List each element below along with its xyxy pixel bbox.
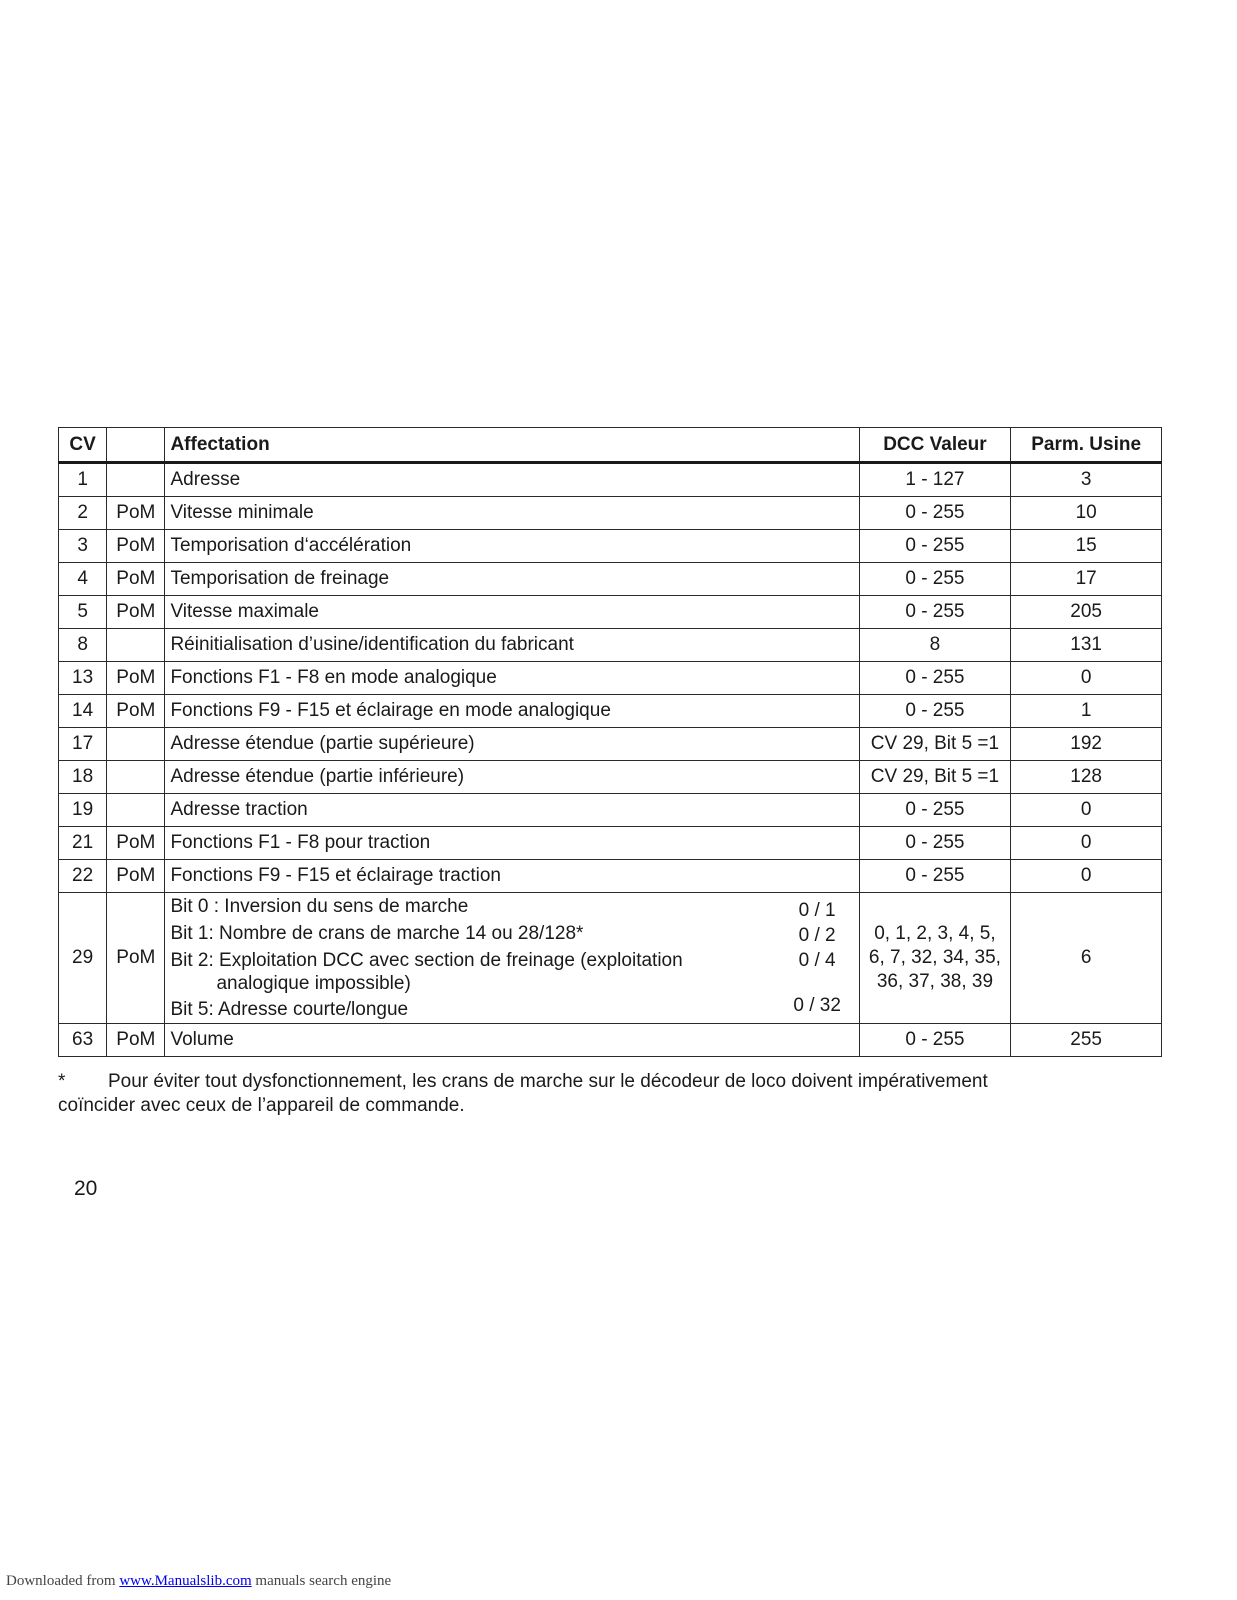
table-row (59, 827, 1162, 860)
cv63-cv: 63 (59, 1024, 107, 1057)
cv29-bit2-continuation: analogique impossible) (216, 973, 411, 994)
cell-dcc-valeur: CV 29, Bit 5 =1 (859, 761, 1011, 794)
cell-pom: PoM (107, 860, 165, 893)
cell-dcc-valeur: 1 - 127 (859, 463, 1011, 497)
cell-dcc-valeur: 0 - 255 (859, 695, 1011, 728)
cell-cv: 14 (59, 695, 107, 728)
cell-pom (107, 794, 165, 827)
cell-cv: 21 (59, 827, 107, 860)
footer-prefix: Downloaded from (6, 1573, 120, 1589)
manualslib-link[interactable]: www.Manualslib.com (119, 1573, 252, 1589)
footer-suffix: manuals search engine (251, 1573, 392, 1589)
cell-dcc-valeur: CV 29, Bit 5 =1 (859, 728, 1011, 761)
cv29-bit5-value: 0 / 32 (793, 995, 841, 1016)
cv29-bit5-label: Bit 5: Adresse courte/longue (170, 999, 409, 1020)
cell-pom (107, 629, 165, 662)
cell-affectation: Fonctions F9 - F15 et éclairage en mode analogique (165, 695, 859, 728)
cell-parm-usine: 0 (1011, 827, 1162, 860)
cell-dcc-valeur: 0 - 255 (859, 860, 1011, 893)
cell-pom: PoM (107, 827, 165, 860)
cv63-parm-usine: 255 (1011, 1024, 1162, 1057)
header-affectation: Affectation (165, 428, 859, 463)
cell-dcc-valeur: 0 - 255 (859, 530, 1011, 563)
table-row-cv29 (59, 893, 1162, 1024)
cell-parm-usine: 0 (1011, 662, 1162, 695)
table-row (59, 463, 1162, 497)
cell-pom: PoM (107, 563, 165, 596)
cell-pom (107, 463, 165, 497)
cell-pom (107, 728, 165, 761)
cell-cv: 17 (59, 728, 107, 761)
footnote-marker: * (58, 1071, 66, 1092)
page-number: 20 (74, 1177, 98, 1200)
table-header-row (59, 428, 1162, 463)
cell-affectation: Vitesse minimale (165, 497, 859, 530)
cell-cv: 19 (59, 794, 107, 827)
table-row (59, 761, 1162, 794)
cell-affectation: Fonctions F9 - F15 et éclairage traction (165, 860, 859, 893)
table-row-cv63 (59, 1024, 1162, 1057)
cell-affectation: Réinitialisation d’usine/identification du fabricant (165, 629, 859, 662)
cell-affectation: Adresse étendue (partie supérieure) (165, 728, 859, 761)
cell-cv: 18 (59, 761, 107, 794)
table-row (59, 662, 1162, 695)
footnote-text: Pour éviter tout dysfonctionnement, les crans de marche sur le décodeur de loco doivent impérativement coïncider avec ceux de l’appareil de commande. (58, 1071, 988, 1116)
cell-parm-usine: 10 (1011, 497, 1162, 530)
cell-cv: 1 (59, 463, 107, 497)
cell-dcc-valeur: 8 (859, 629, 1011, 662)
cell-dcc-valeur: 0 - 255 (859, 662, 1011, 695)
cv29-bit1-value: 0 / 2 (798, 925, 836, 946)
header-parm-usine: Parm. Usine (1011, 428, 1162, 463)
table-row (59, 563, 1162, 596)
cell-affectation: Adresse traction (165, 794, 859, 827)
table-row (59, 629, 1162, 662)
cell-dcc-valeur: 0 - 255 (859, 794, 1011, 827)
cell-pom: PoM (107, 530, 165, 563)
cell-pom (107, 761, 165, 794)
cv63-dcc-valeur: 0 - 255 (859, 1024, 1011, 1057)
cv29-bits (165, 893, 776, 1024)
cell-parm-usine: 17 (1011, 563, 1162, 596)
cell-cv: 3 (59, 530, 107, 563)
cell-affectation: Fonctions F1 - F8 pour traction (165, 827, 859, 860)
cell-parm-usine: 15 (1011, 530, 1162, 563)
table-row (59, 794, 1162, 827)
table-row (59, 860, 1162, 893)
cv29-cv: 29 (59, 893, 107, 1024)
header-dcc-valeur: DCC Valeur (859, 428, 1011, 463)
cell-parm-usine: 0 (1011, 860, 1162, 893)
cell-affectation: Adresse étendue (partie inférieure) (165, 761, 859, 794)
cell-affectation: Adresse (165, 463, 859, 497)
cell-parm-usine: 128 (1011, 761, 1162, 794)
cv-table (58, 427, 1162, 1057)
cell-affectation: Fonctions F1 - F8 en mode analogique (165, 662, 859, 695)
cv29-bit2-value: 0 / 4 (798, 950, 836, 971)
cell-affectation: Temporisation d‘accélération (165, 530, 859, 563)
table-row (59, 530, 1162, 563)
cell-pom: PoM (107, 596, 165, 629)
cell-cv: 22 (59, 860, 107, 893)
cell-parm-usine: 3 (1011, 463, 1162, 497)
cell-cv: 2 (59, 497, 107, 530)
table-row (59, 497, 1162, 530)
cell-dcc-valeur: 0 - 255 (859, 563, 1011, 596)
table-row (59, 596, 1162, 629)
table-row (59, 728, 1162, 761)
cv29-bit0-label: Bit 0 : Inversion du sens de marche (170, 896, 469, 917)
cv29-bit-values (776, 893, 859, 1024)
cell-parm-usine: 0 (1011, 794, 1162, 827)
cell-parm-usine: 131 (1011, 629, 1162, 662)
cell-parm-usine: 192 (1011, 728, 1162, 761)
cell-parm-usine: 205 (1011, 596, 1162, 629)
cv29-pom: PoM (107, 893, 165, 1024)
cell-dcc-valeur: 0 - 255 (859, 497, 1011, 530)
header-pom (107, 428, 165, 463)
cell-pom: PoM (107, 662, 165, 695)
cell-pom: PoM (107, 497, 165, 530)
cv29-dcc-valeur: 0, 1, 2, 3, 4, 5, 6, 7, 32, 34, 35, 36, 37, 38, 39 (859, 893, 1011, 1024)
cv63-affectation: Volume (165, 1024, 859, 1057)
table-row (59, 695, 1162, 728)
cell-dcc-valeur: 0 - 255 (859, 827, 1011, 860)
cv63-pom: PoM (107, 1024, 165, 1057)
cell-cv: 8 (59, 629, 107, 662)
download-footer (6, 1573, 391, 1590)
header-cv: CV (59, 428, 107, 463)
footnote (58, 1070, 1008, 1118)
cell-dcc-valeur: 0 - 255 (859, 596, 1011, 629)
cell-cv: 4 (59, 563, 107, 596)
cell-affectation: Vitesse maximale (165, 596, 859, 629)
cell-parm-usine: 1 (1011, 695, 1162, 728)
cell-cv: 5 (59, 596, 107, 629)
cv29-bit2-label: Bit 2: Exploitation DCC avec section de freinage (exploitation (170, 950, 683, 971)
cell-affectation: Temporisation de freinage (165, 563, 859, 596)
cv29-bit0-value: 0 / 1 (798, 900, 836, 921)
cell-cv: 13 (59, 662, 107, 695)
cv29-bit1-label: Bit 1: Nombre de crans de marche 14 ou 28/128* (170, 923, 584, 944)
cell-pom: PoM (107, 695, 165, 728)
cv29-parm-usine: 6 (1011, 893, 1162, 1024)
